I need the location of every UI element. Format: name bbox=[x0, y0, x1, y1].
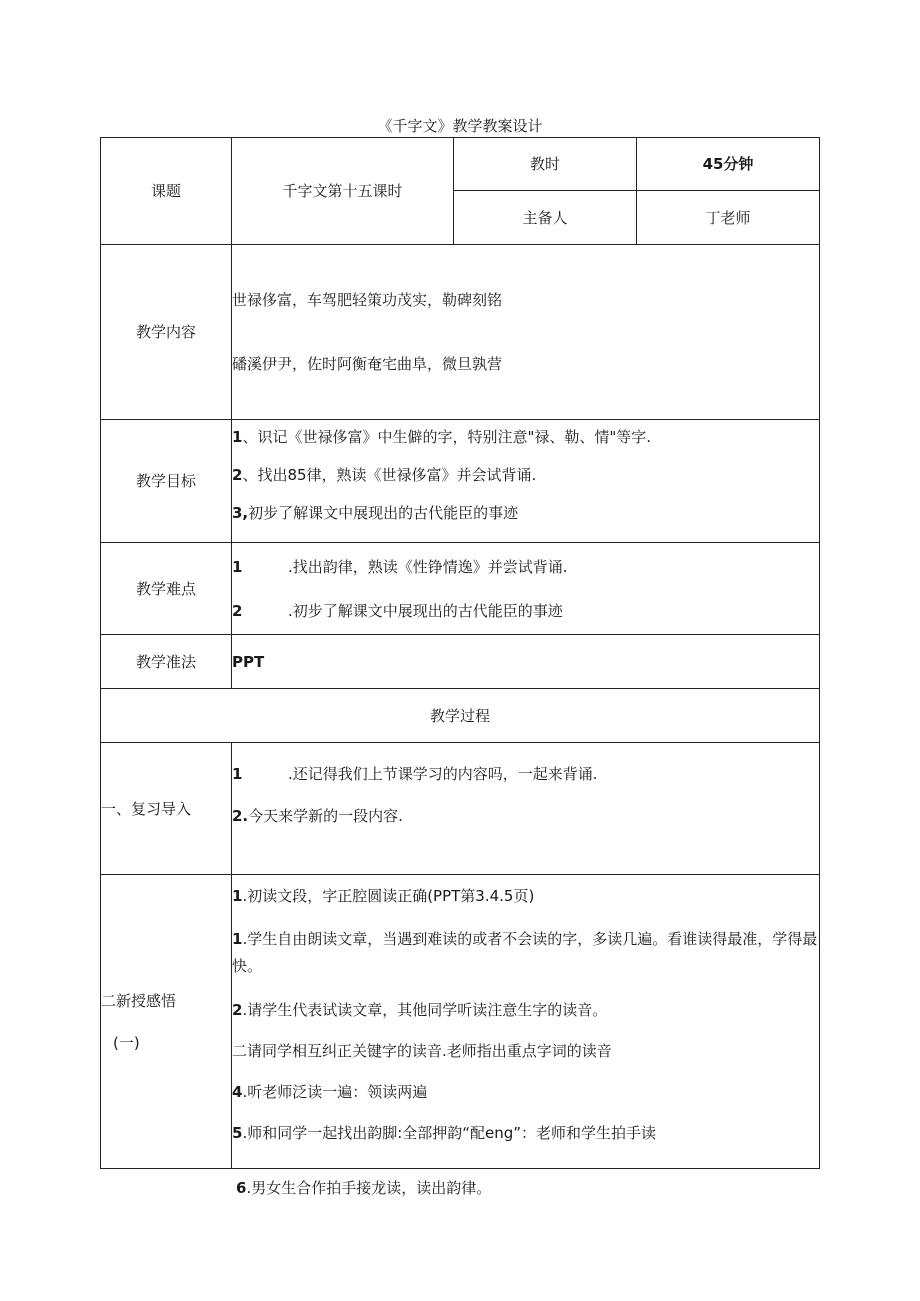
period-value: 45分钟 bbox=[637, 138, 820, 191]
method-label: 教学准法 bbox=[101, 635, 232, 689]
newlesson-item: 2.请学生代表试读文章，其他同学听读注意生字的读音。 bbox=[232, 1001, 608, 1019]
newlesson-cell bbox=[232, 875, 820, 1169]
method-value: PPT bbox=[232, 635, 820, 689]
goals-row bbox=[101, 420, 820, 543]
difficulties-cell bbox=[232, 543, 820, 635]
newlesson-item: 4.听老师泛读一遍：领读两遍 bbox=[232, 1083, 428, 1101]
header-row-1 bbox=[101, 138, 820, 191]
goals-cell bbox=[232, 420, 820, 543]
content-label: 教学内容 bbox=[101, 245, 232, 420]
review-row bbox=[101, 743, 820, 875]
preparer-label: 主备人 bbox=[454, 191, 637, 245]
content-cell bbox=[232, 245, 820, 420]
review-item: 2.今天来学新的一段内容. bbox=[232, 807, 403, 825]
newlesson-row bbox=[101, 875, 820, 1169]
after-table-line: 6.男女生合作拍手接龙读，读出韵律。 bbox=[236, 1179, 492, 1197]
newlesson-item: 5.师和同学一起找出韵脚:全部押韵“配eng”：老师和学生拍手读 bbox=[232, 1124, 657, 1142]
newlesson-item: 二请同学相互纠正关键字的读音.老师指出重点字词的读音 bbox=[232, 1042, 612, 1060]
newlesson-label bbox=[101, 875, 232, 1169]
goal-item: 1、识记《世禄侈富》中生僻的字，特别注意"禄、勒、情"等字. bbox=[232, 428, 652, 446]
document-title: 《千字文》教学教案设计 bbox=[377, 117, 543, 135]
lesson-plan-table bbox=[100, 137, 820, 1169]
content-line-1: 世禄侈富，车驾肥轻策功茂实，勒碑刻铭 bbox=[232, 291, 503, 309]
newlesson-label-line1: 二新授感悟 bbox=[101, 991, 177, 1010]
difficulty-item: 1 .找出韵律，熟读《性铮情逸》并尝试背诵. bbox=[232, 557, 568, 576]
review-item: 1 .还记得我们上节课学习的内容吗，一起来背诵. bbox=[232, 765, 598, 783]
newlesson-item: 1.学生自由朗读文章，当遇到难读的或者不会读的字，多读几遍。看谁读得最准，学得最快。 bbox=[232, 930, 818, 975]
difficulty-item: 2 .初步了解课文中展现出的古代能臣的事迹 bbox=[232, 601, 563, 620]
content-line-2: 磻溪伊尹，佐时阿衡奄宅曲阜，微旦孰营 bbox=[232, 355, 503, 373]
method-row bbox=[101, 635, 820, 689]
goal-item: 2、找出85律，熟读《世禄侈富》并会试背诵. bbox=[232, 466, 537, 484]
process-title: 教学过程 bbox=[101, 689, 820, 743]
review-cell bbox=[232, 743, 820, 875]
topic-label: 课题 bbox=[101, 138, 232, 245]
goal-item: 3,初步了解课文中展现出的古代能臣的事迹 bbox=[232, 504, 519, 522]
review-label: 一、复习导入 bbox=[101, 743, 232, 875]
newlesson-item: 1.初读文段，字正腔圆读正确(PPT第3.4.5页) bbox=[232, 887, 535, 905]
difficulties-label: 教学难点 bbox=[101, 543, 232, 635]
period-label: 教时 bbox=[454, 138, 637, 191]
goals-label: 教学目标 bbox=[101, 420, 232, 543]
difficulties-row bbox=[101, 543, 820, 635]
process-title-row bbox=[101, 689, 820, 743]
newlesson-label-line2: (一) bbox=[113, 1033, 140, 1052]
content-row bbox=[101, 245, 820, 420]
preparer-value: 丁老师 bbox=[637, 191, 820, 245]
topic-value: 千字文第十五课时 bbox=[232, 138, 454, 245]
